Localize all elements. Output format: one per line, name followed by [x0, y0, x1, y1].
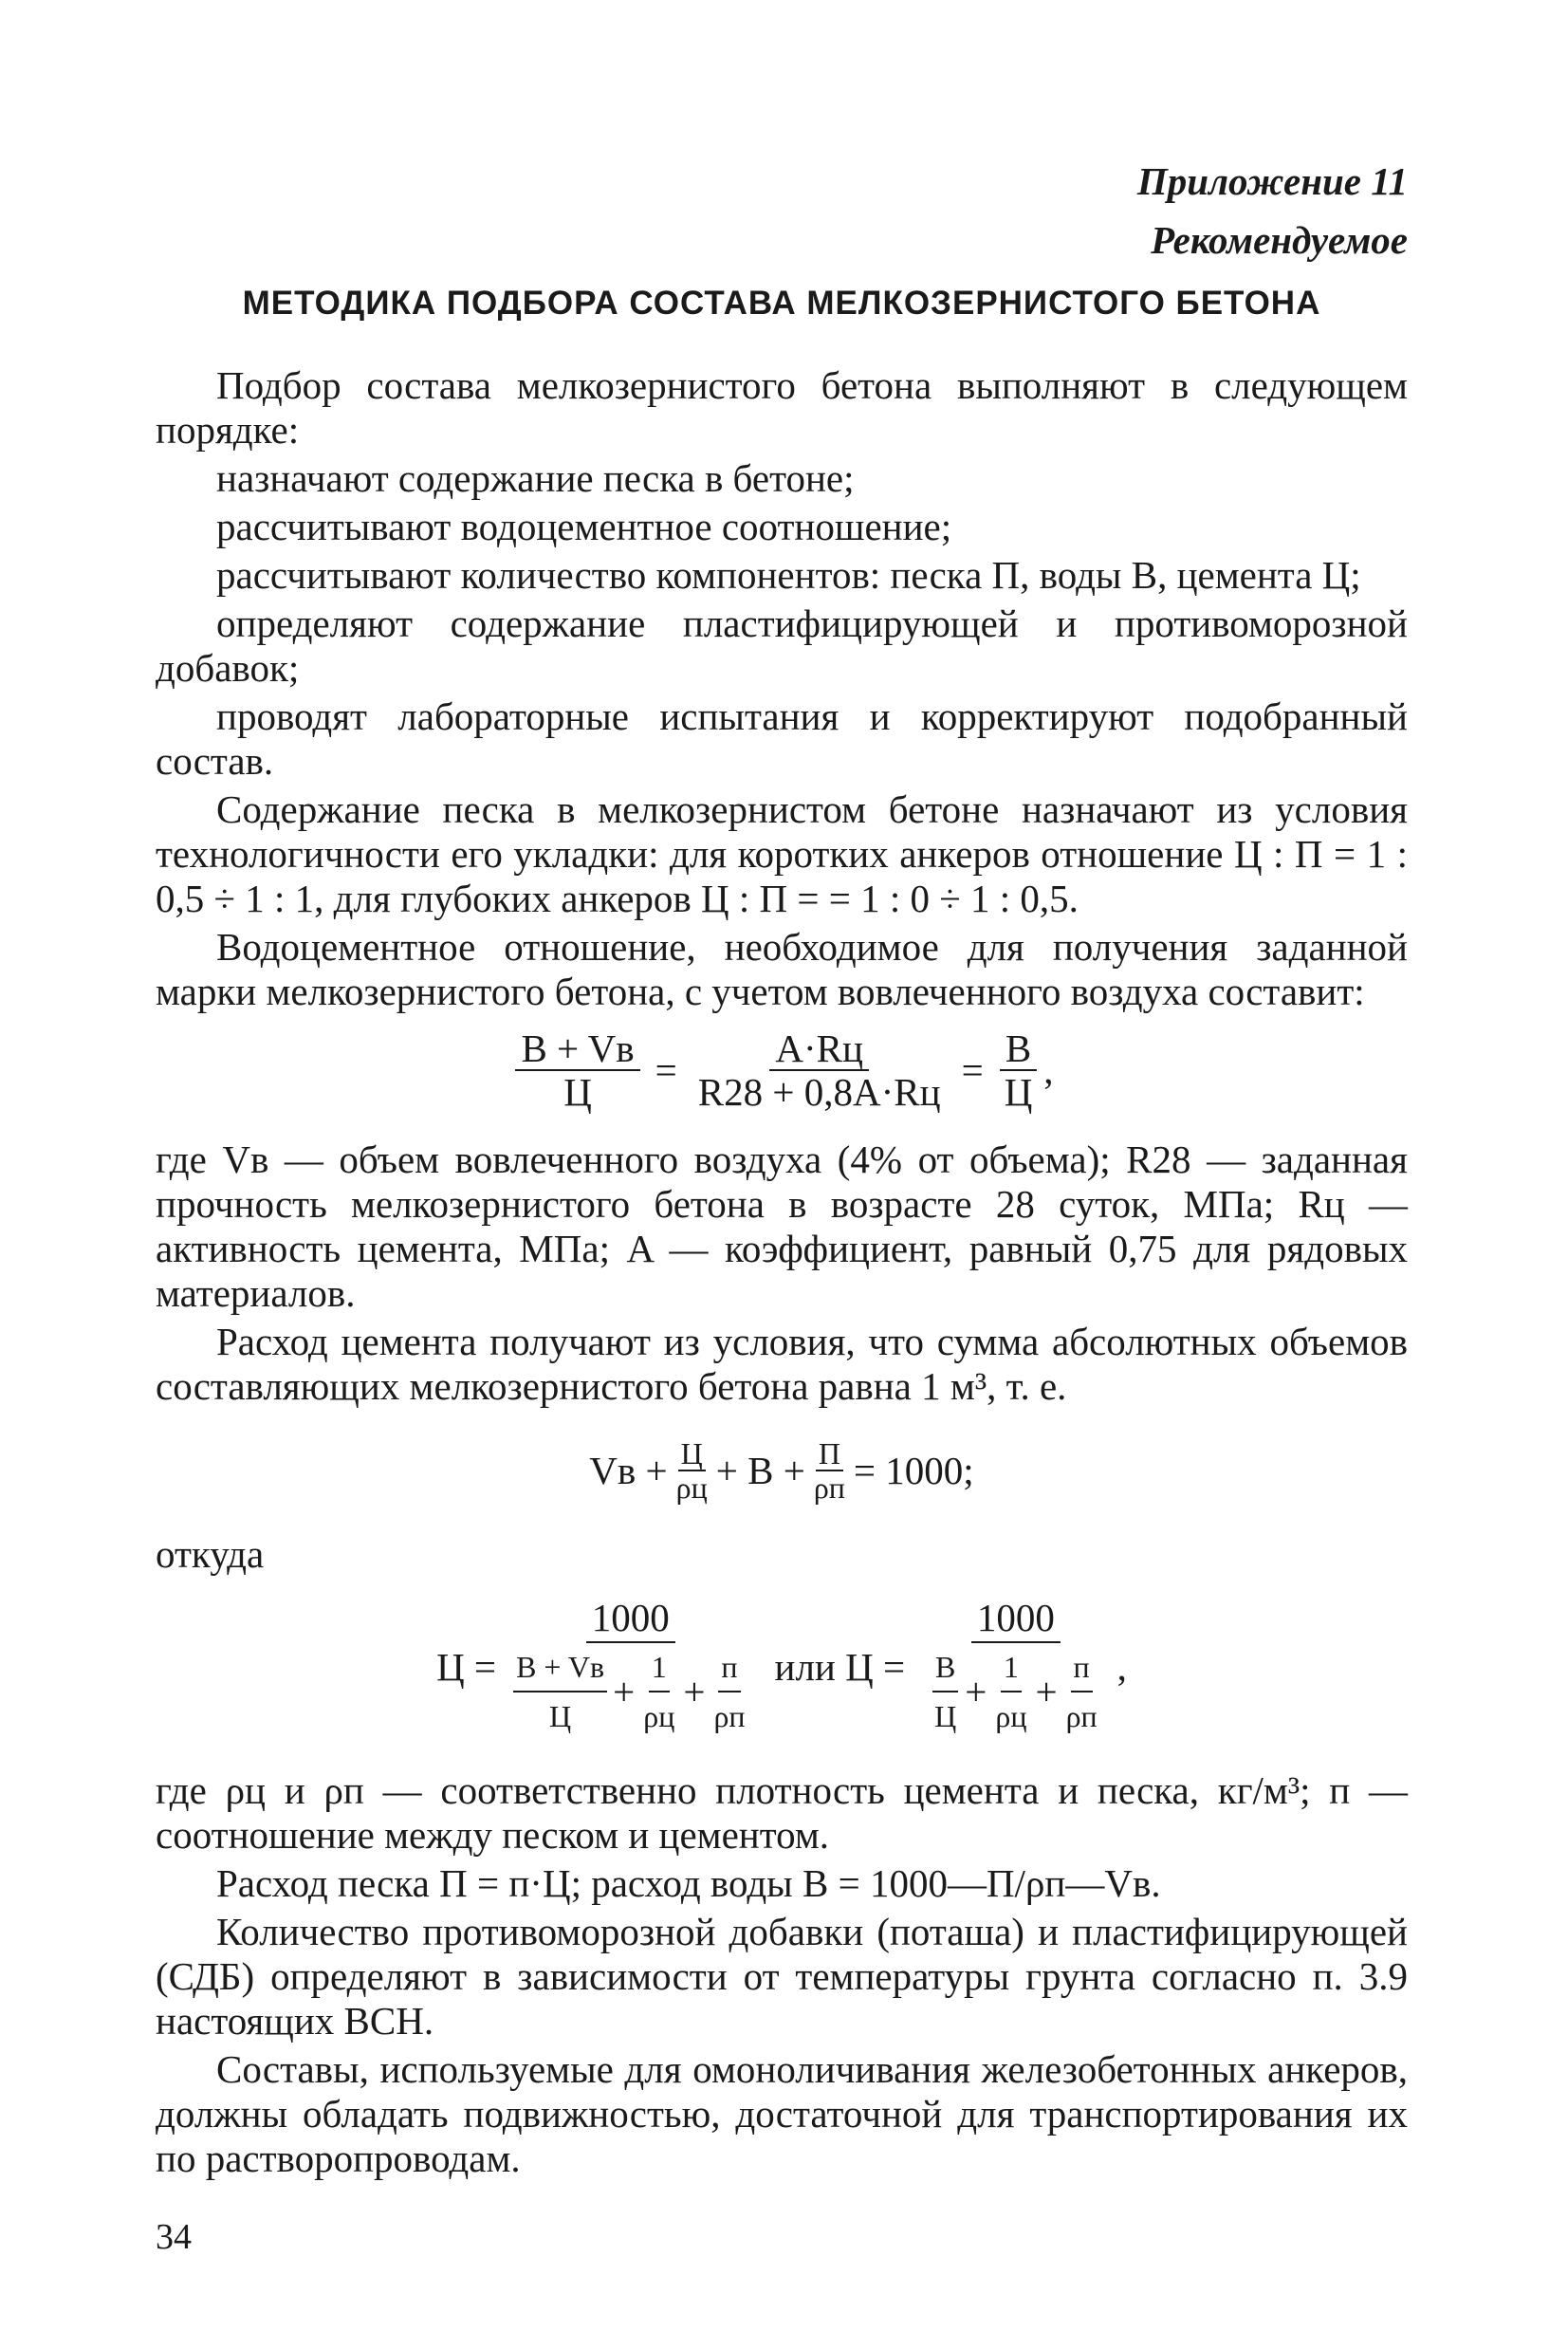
fraction-numerator: Ц — [678, 1437, 706, 1471]
fraction-numerator: B — [1000, 1027, 1037, 1071]
step-item: рассчитывают водоцементное соотношение; — [216, 505, 952, 548]
fraction-numerator: 1 — [1001, 1643, 1022, 1692]
fraction-denominator: ρц — [643, 1699, 675, 1733]
formula-fraction — [515, 1027, 639, 1113]
fraction-denominator: Ц — [934, 1699, 957, 1733]
fraction-denominator: Ц — [563, 1070, 592, 1114]
page-content — [156, 152, 1408, 2185]
plus-sign: + — [965, 1670, 987, 1713]
definitions-paragraph: где Vв — объем вовлеченного воздуха (4% от объема); R28 — заданная прочность мелкозернистого бетона в возрасте 28 суток, МПа; Rц — активность цемента, МПа; A — коэффициент, равный 0,75 для рядовых материалов. — [156, 1138, 1408, 1315]
fraction-numerator: 1000 — [971, 1594, 1061, 1643]
fraction-numerator: 1 — [649, 1643, 670, 1692]
formula-fraction — [640, 1643, 677, 1740]
fraction-numerator: п — [1071, 1643, 1093, 1692]
formula-fraction — [999, 1027, 1039, 1113]
additives-paragraph: Количество противоморозной добавки (поташа) и пластифицирующей (СДБ) определяют в зависимости от температуры грунта согласно п. 3.9 настоящих ВСН. — [156, 1910, 1408, 2043]
fraction-numerator: B + Vв — [515, 1027, 639, 1071]
sand-content-paragraph: Содержание песка в мелкозернистом бетоне назначают из условия технологичности его укладки: для коротких анкеров отношение Ц : П = 1 : 0,5 ÷ 1 : 1, для глубоких анкеров Ц : П = = 1 : 0 ÷ 1 : 0,5. — [156, 787, 1408, 920]
whence-label: откуда — [156, 1532, 265, 1576]
cement-consumption-paragraph: Расход цемента получают из условия, что сумма абсолютных объемов составляющих мелкозернистого бетона равна 1 м³, т. е. — [156, 1320, 1408, 1408]
formula-fraction — [502, 1594, 759, 1740]
fraction-denominator: ρц — [675, 1470, 708, 1505]
fraction-denominator — [502, 1643, 759, 1740]
formula-fraction — [932, 1643, 959, 1740]
formula-term: или Ц = — [774, 1644, 906, 1689]
fraction-denominator: ρп — [813, 1470, 845, 1505]
fraction-numerator: П — [816, 1437, 843, 1471]
water-cement-formula — [156, 1027, 1408, 1113]
equals-sign: = — [655, 1047, 677, 1092]
intro-paragraph: Подбор состава мелкозернистого бетона выполняют в следующем порядке: — [156, 363, 1408, 452]
appendix-status: Рекомендуемое — [1151, 218, 1408, 262]
formula-fraction — [811, 1437, 848, 1504]
fraction-numerator: 1000 — [586, 1594, 675, 1643]
step-item: рассчитывают количество компонентов: песка П, воды В, цемента Ц; — [216, 553, 1361, 597]
formula-term: Ц = — [436, 1644, 497, 1689]
fraction-denominator — [920, 1643, 1112, 1740]
formula-fraction — [513, 1643, 607, 1740]
document-title: МЕТОДИКА ПОДБОРА СОСТАВА МЕЛКОЗЕРНИСТОГО БЕТОНА — [242, 285, 1321, 322]
plus-sign: + — [613, 1670, 636, 1713]
fraction-numerator: A·Rц — [769, 1027, 869, 1071]
formula-term: + B + — [715, 1448, 805, 1492]
formula-fraction — [1063, 1643, 1100, 1740]
step-item: назначают содержание песка в бетоне; — [216, 456, 855, 500]
page-number: 34 — [156, 2217, 192, 2257]
fraction-denominator: Ц — [549, 1699, 572, 1733]
fraction-numerator: п — [718, 1643, 740, 1692]
fraction-numerator: B — [932, 1643, 958, 1692]
fraction-numerator: B + Vв — [513, 1643, 607, 1692]
sand-water-paragraph: Расход песка П = п·Ц; расход воды B = 1000—П/ρп—Vв. — [216, 1861, 1161, 1905]
fraction-denominator: ρп — [1065, 1699, 1098, 1733]
formula-fraction — [673, 1437, 710, 1504]
formula-comma: , — [1043, 1047, 1054, 1092]
density-definitions-paragraph: где ρц и ρп — соответственно плотность цемента и песка, кг/м³; п — соотношение между песком и цементом. — [156, 1768, 1408, 1857]
formula-term: Vв + — [589, 1448, 668, 1492]
plus-sign: + — [1035, 1670, 1058, 1713]
formula-term: = 1000; — [853, 1448, 974, 1492]
water-cement-paragraph: Водоцементное отношение, необходимое для получения заданной марки мелкозернистого бетона, с учетом вовлеченного воздуха составит: — [156, 925, 1408, 1013]
step-item: определяют содержание пластифицирующей и противоморозной добавок; — [156, 601, 1408, 690]
volume-balance-formula — [156, 1437, 1408, 1504]
fraction-denominator: Ц — [1004, 1070, 1033, 1114]
step-item: проводят лабораторные испытания и корректируют подобранный состав. — [156, 694, 1408, 783]
formula-fraction — [710, 1643, 747, 1740]
appendix-label — [156, 152, 1408, 269]
fraction-denominator: ρц — [995, 1699, 1027, 1733]
equals-sign: = — [961, 1047, 984, 1092]
mobility-paragraph: Составы, используемые для омоноличивания железобетонных анкеров, должны обладать подвижностью, достаточной для транспортирования их по растворопроводам. — [156, 2047, 1408, 2180]
plus-sign: + — [683, 1670, 706, 1713]
appendix-number: Приложение 11 — [1136, 159, 1408, 203]
formula-fraction — [692, 1027, 947, 1113]
formula-comma: , — [1116, 1644, 1127, 1689]
cement-formula — [156, 1594, 1408, 1740]
fraction-denominator: ρп — [713, 1699, 746, 1733]
formula-fraction — [920, 1594, 1112, 1740]
formula-fraction — [992, 1643, 1029, 1740]
fraction-denominator: R28 + 0,8A·Rц — [697, 1070, 941, 1114]
